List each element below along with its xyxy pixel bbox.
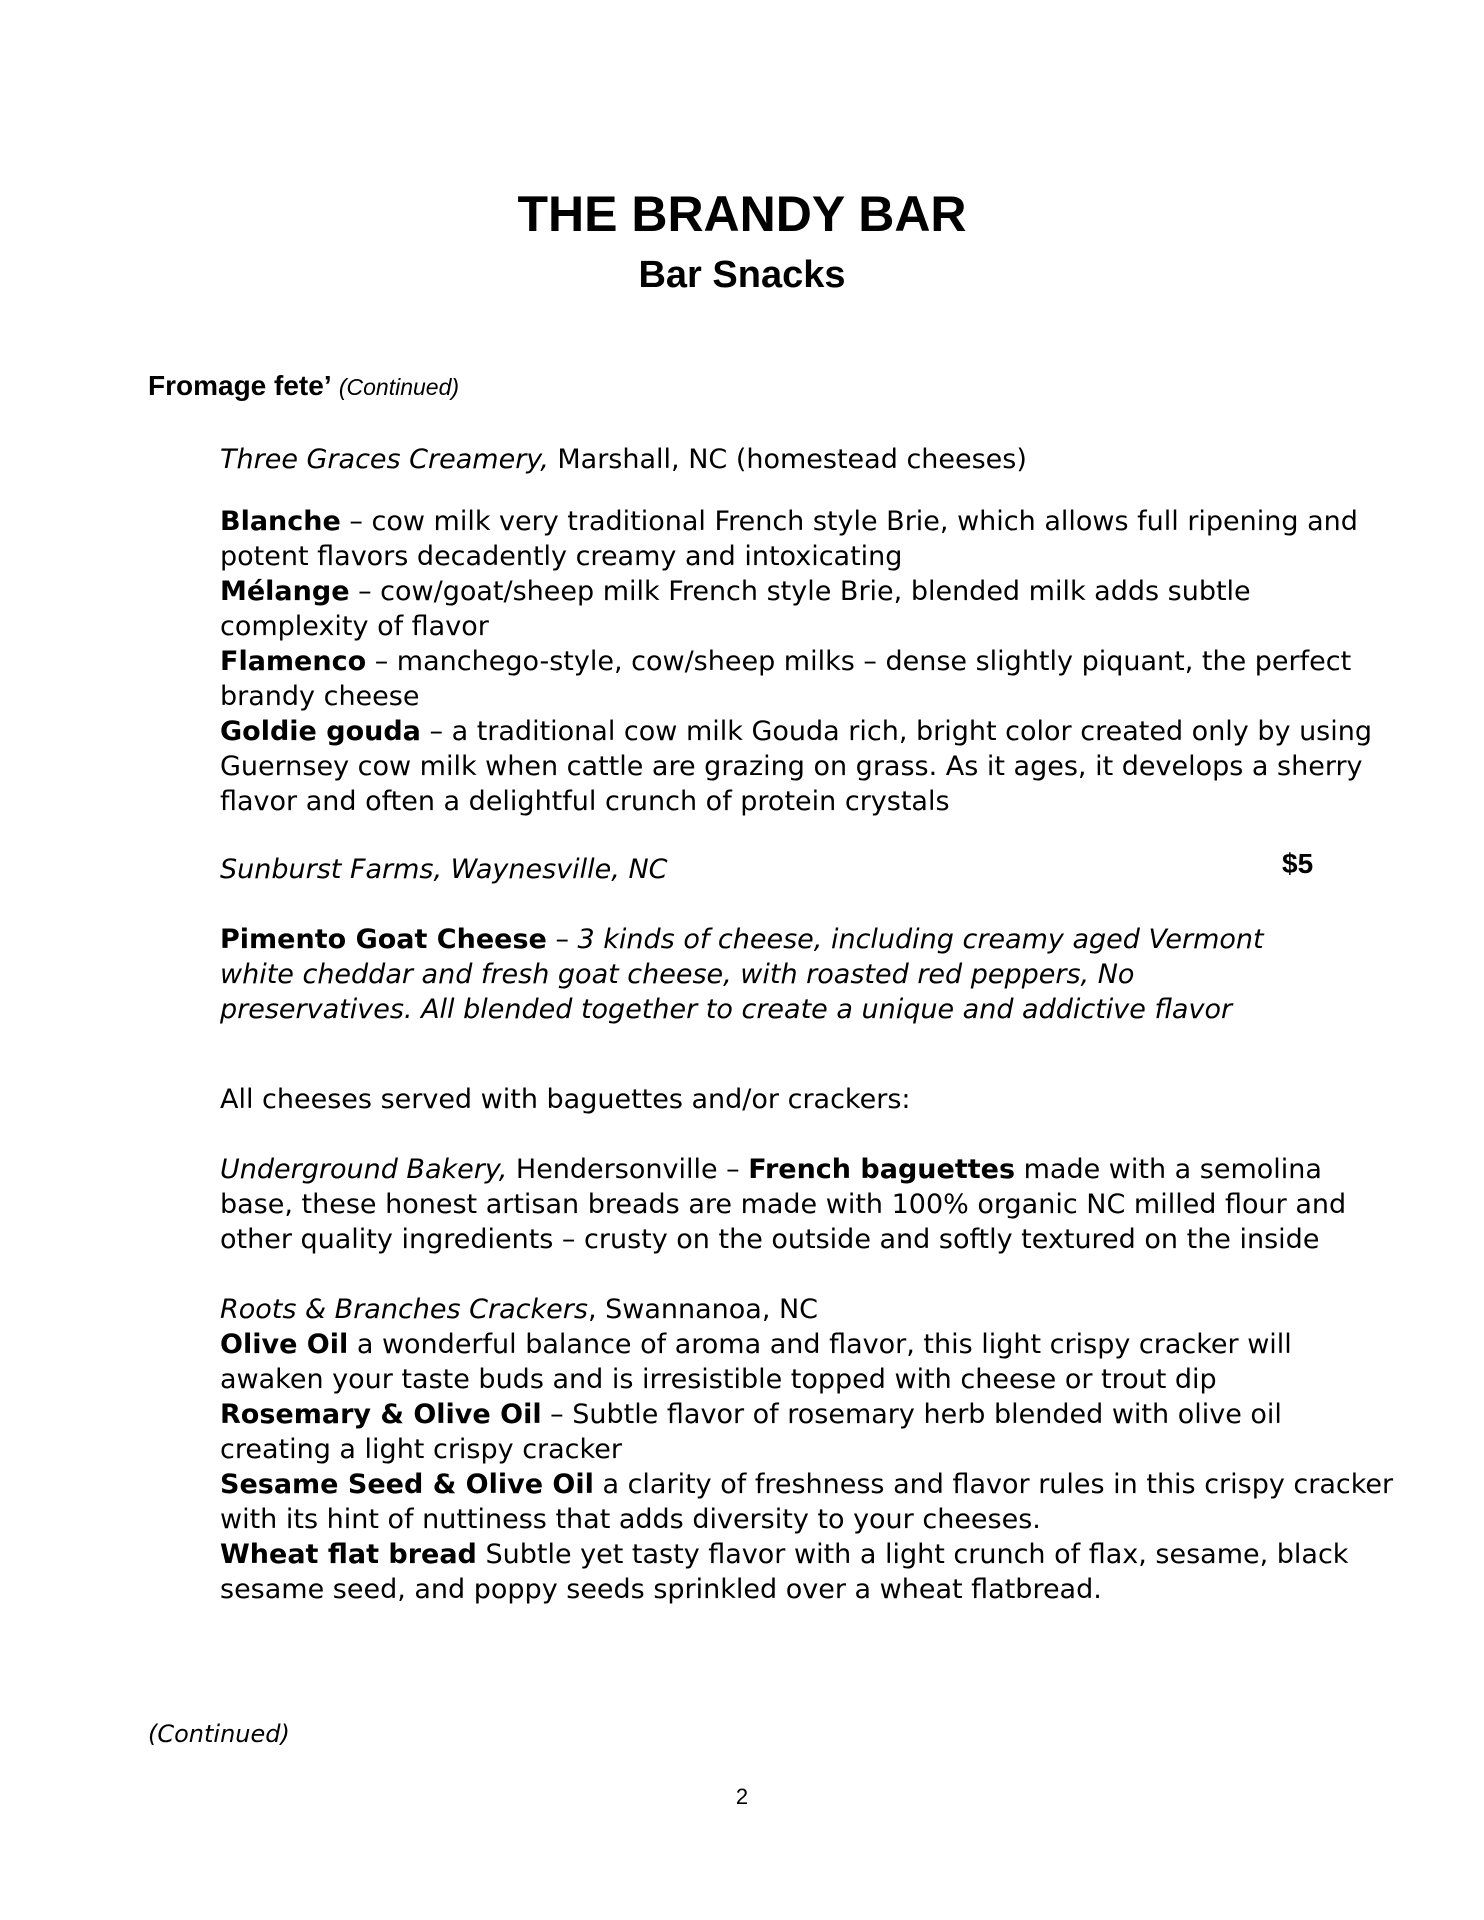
item-desc: – a traditional cow milk Gouda rich, bright color created only by using Guernsey cow milk when cattle are grazing on grass. As it ages, it develops a sherry flavor and often a delightful crunch of protein crystals — [220, 716, 1372, 817]
item-dash: – — [546, 924, 578, 955]
list-item — [220, 922, 1300, 1027]
item-name: Mélange — [220, 576, 350, 607]
page-title: THE BRANDY BAR — [517, 186, 967, 242]
list-item — [220, 1327, 1400, 1397]
list-item — [220, 1152, 1400, 1257]
underground-bakery — [220, 1152, 1400, 1257]
item-desc: – cow/goat/sheep milk French style Brie, blended milk adds subtle complexity of flavor — [220, 576, 1251, 642]
item-name: Wheat flat bread — [220, 1539, 477, 1570]
item-desc: Subtle yet tasty flavor with a light crunch of flax, sesame, black sesame seed, and poppy seeds sprinkled over a wheat flatbread. — [220, 1539, 1349, 1605]
producer-name: Three Graces Creamery, — [220, 444, 549, 475]
item-name: Pimento Goat Cheese — [220, 924, 547, 955]
item-name: French baguettes — [748, 1154, 1016, 1185]
item-name: Sesame Seed & Olive Oil — [220, 1469, 594, 1500]
sunburst-producer: Sunburst Farms, Waynesville, NC — [220, 854, 668, 885]
list-item — [220, 1537, 1400, 1607]
item-name: Blanche — [220, 506, 341, 537]
item-name: Flamenco — [220, 646, 367, 677]
item-desc: – Subtle flavor of rosemary herb blended with olive oil creating a light crispy cracker — [220, 1399, 1282, 1465]
list-item — [220, 1467, 1400, 1537]
served-with-note: All cheeses served with baguettes and/or crackers: — [220, 1084, 911, 1115]
list-item — [220, 1397, 1400, 1467]
section-continued: (Continued) — [338, 374, 460, 400]
item-name: Rosemary & Olive Oil — [220, 1399, 542, 1430]
three-graces-items — [220, 504, 1400, 819]
producer-name: Underground Bakery, — [220, 1154, 508, 1185]
item-desc: made with a semolina base, these honest artisan breads are made with 100% organic NC milled flour and other quality ingredients – crusty on the outside and softly textured on the inside — [220, 1154, 1347, 1255]
roots-items — [220, 1327, 1400, 1607]
item-desc: – manchego-style, cow/sheep milks – dense slightly piquant, the perfect brandy cheese — [220, 646, 1352, 712]
list-item — [220, 504, 1400, 574]
three-graces-producer — [220, 442, 1027, 477]
producer-location: , Swannanoa, NC — [587, 1294, 819, 1325]
item-name: Olive Oil — [220, 1329, 349, 1360]
section-title: Fromage fete’ — [148, 370, 332, 401]
sunburst-item — [220, 922, 1300, 1027]
producer-location: Marshall, NC (homestead cheeses) — [548, 444, 1027, 475]
section-heading — [148, 370, 459, 403]
list-item — [220, 714, 1400, 819]
footer-continued: (Continued) — [148, 1720, 290, 1748]
list-item — [220, 644, 1400, 714]
item-desc: – cow milk very traditional French style Brie, which allows full ripening and potent flavors decadently creamy and intoxicating — [220, 506, 1358, 572]
item-name: Goldie gouda — [220, 716, 421, 747]
price-label: $5 — [1282, 848, 1314, 879]
page-number: 2 — [735, 1784, 749, 1809]
item-desc: a wonderful balance of aroma and flavor, this light crispy cracker will awaken your taste buds and is irresistible topped with cheese or trout dip — [220, 1329, 1292, 1395]
item-desc: 3 kinds of cheese, including creamy aged Vermont white cheddar and fresh goat cheese, with roasted red peppers, No preservatives. All blended together to create a unique and addictive flavor — [220, 924, 1264, 1025]
producer-name: Roots & Branches Crackers — [220, 1294, 588, 1325]
item-desc: a clarity of freshness and flavor rules in this crispy cracker with its hint of nuttiness that adds diversity to your cheeses. — [220, 1469, 1394, 1535]
roots-producer — [220, 1292, 818, 1327]
producer-location: Hendersonville – — [507, 1154, 749, 1185]
list-item — [220, 574, 1400, 644]
page-subtitle: Bar Snacks — [638, 254, 846, 296]
